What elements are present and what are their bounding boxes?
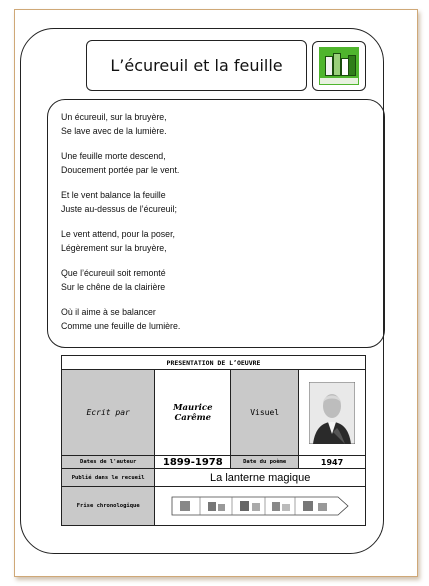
poem-title: L’écureuil et la feuille [86, 40, 307, 91]
poem-line: Juste au-dessus de l’écureuil; [61, 204, 177, 214]
visual-label: Visuel [231, 370, 299, 456]
author-name [155, 370, 231, 456]
poem-line: Que l’écureuil soit remonté [61, 268, 166, 278]
poem-date-label: Date du poème [231, 456, 299, 469]
poem-text [47, 99, 385, 348]
poem-line: Comme une feuille de lumière. [61, 321, 181, 331]
poem-line: Doucement portée par le vent. [61, 165, 180, 175]
presentation-table [61, 355, 366, 526]
collection-title: La lanterne magique [155, 469, 366, 487]
poem-line: Et le vent balance la feuille [61, 190, 166, 200]
books-logo-icon [312, 41, 366, 91]
poem-stanza [61, 188, 384, 216]
timeline-frieze-icon [170, 491, 350, 521]
timeline-label: Frise chronologique [62, 487, 155, 526]
poem-line: Où il aime à se balancer [61, 307, 156, 317]
poem-stanza [61, 227, 384, 255]
poem-line: Un écureuil, sur la bruyère, [61, 112, 167, 122]
poem-stanza [61, 149, 384, 177]
poem-stanza [61, 266, 384, 294]
poem-line: Sur le chêne de la clairière [61, 282, 166, 292]
poem-date: 1947 [299, 456, 366, 469]
portrait-photo-icon [309, 382, 355, 444]
written-by-label: Ecrit par [62, 370, 155, 456]
poem-line: Le vent attend, pour la poser, [61, 229, 175, 239]
table-header: PRESENTATION DE L’OEUVRE [62, 356, 366, 370]
poem-stanza [61, 305, 384, 333]
poem-stanza [61, 110, 384, 138]
poem-line: Légèrement sur la bruyère, [61, 243, 167, 253]
author-portrait [299, 370, 366, 456]
logo-caption [320, 78, 358, 84]
timeline-frieze [155, 487, 366, 526]
author-first-name: Maurice [173, 402, 213, 413]
collection-label: Publié dans le recueil [62, 469, 155, 487]
poem-line: Une feuille morte descend, [61, 151, 166, 161]
poem-line: Se lave avec de la lumière. [61, 126, 167, 136]
author-dates-label: Dates de l'auteur [62, 456, 155, 469]
author-dates: 1899-1978 [155, 456, 231, 469]
author-last-name: Carême [174, 412, 212, 423]
